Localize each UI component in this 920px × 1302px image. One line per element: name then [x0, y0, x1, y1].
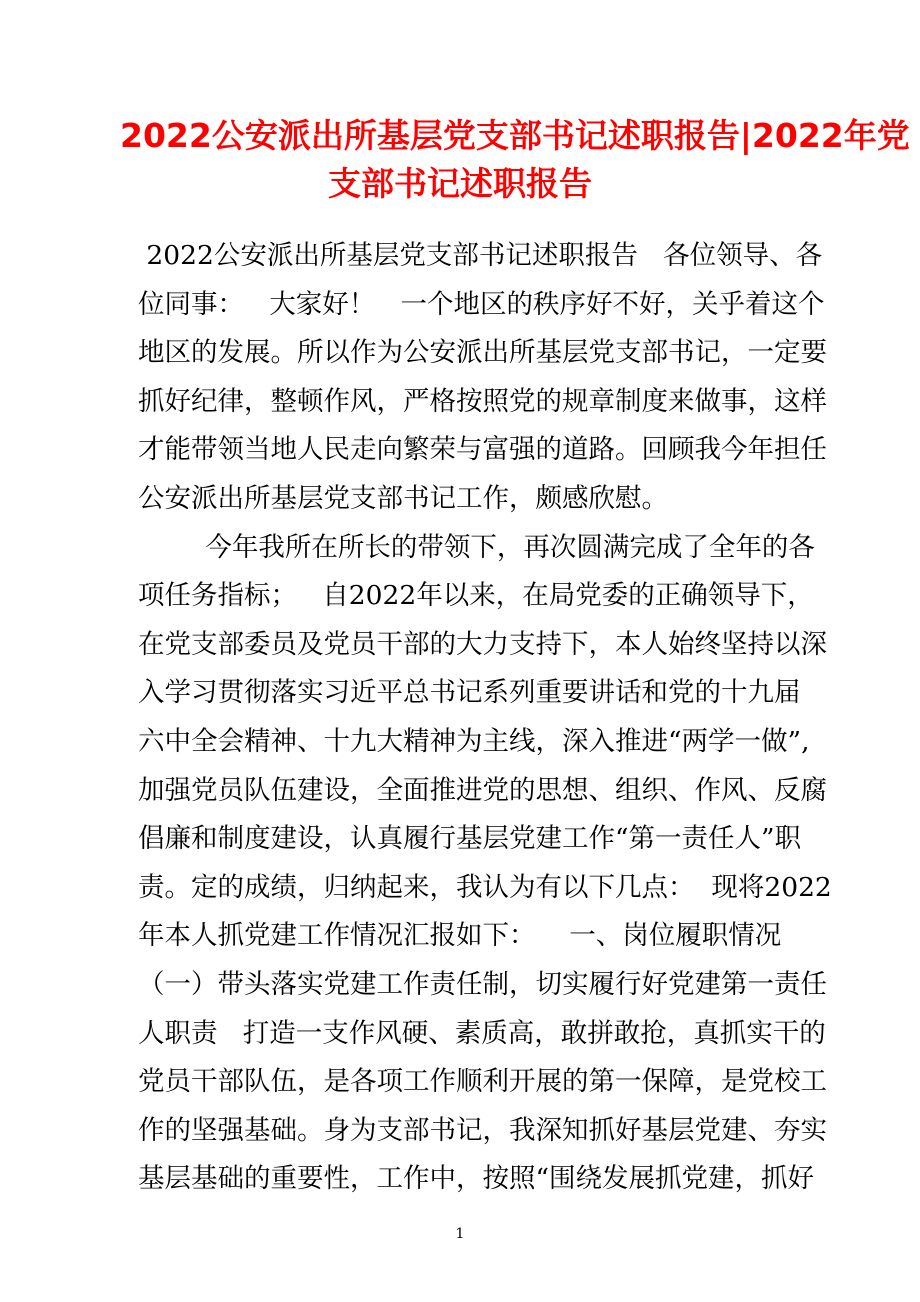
title-line: 支部书记述职报告 — [328, 164, 592, 203]
body-line: 今年我所在所长的带领下，再次圆满完成了全年的各 — [138, 531, 815, 563]
body-line: 地区的发展。所以作为公安派出所基层党支部书记，一定要 — [138, 337, 827, 369]
body-line: 位同事： 大家好！ 一个地区的秩序好不好，关乎着这个 — [138, 288, 825, 320]
body-line: 入学习贯彻落实习近平总书记系列重要讲话和党的十九届 — [138, 677, 801, 709]
body-line: 抓好纪律，整顿作风，严格按照党的规章制度来做事，这样 — [138, 385, 827, 417]
body-line: 年本人抓党建工作情况汇报如下： 一、岗位履职情况 — [138, 920, 782, 952]
document-title — [120, 112, 910, 208]
body-line: 责。定的成绩，归纳起来，我认为有以下几点： 现将2022 — [138, 871, 832, 903]
document-body — [138, 232, 832, 1204]
body-line: 党员干部队伍，是各项工作顺利开展的第一保障，是党校工 — [138, 1066, 827, 1098]
body-line: 加强党员队伍建设，全面推进党的思想、组织、作风、反腐 — [138, 774, 827, 806]
body-line: 在党支部委员及党员干部的大力支持下，本人始终坚持以深 — [138, 628, 827, 660]
body-line: 六中全会精神、十九大精神为主线，深入推进“两学一做”, — [138, 725, 810, 757]
body-line: 作的坚强基础。身为支部书记，我深知抓好基层党建、夯实 — [138, 1114, 827, 1146]
body-line: 基层基础的重要性，工作中，按照“围绕发展抓党建，抓好 — [138, 1163, 815, 1195]
title-line: 2022公安派出所基层党支部书记述职报告|2022年党 — [120, 116, 910, 155]
body-line: 项任务指标； 自2022年以来，在局党委的正确领导下， — [138, 580, 814, 612]
body-line: 人职责 打造一支作风硬、素质高，敢拼敢抢，真抓实干的 — [138, 1017, 826, 1049]
body-line: （一）带头落实党建工作责任制，切实履行好党建第一责任 — [138, 968, 827, 1000]
body-line: 2022公安派出所基层党支部书记述职报告 各位领导、各 — [138, 240, 823, 271]
body-line: 公安派出所基层党支部书记工作，颇感欣慰。 — [138, 482, 668, 514]
body-line: 倡廉和制度建设，认真履行基层党建工作“第一责任人”职 — [138, 823, 802, 855]
body-line: 才能带领当地人民走向繁荣与富强的道路。回顾我今年担任 — [138, 434, 827, 466]
page-number: 1 — [455, 1226, 465, 1242]
